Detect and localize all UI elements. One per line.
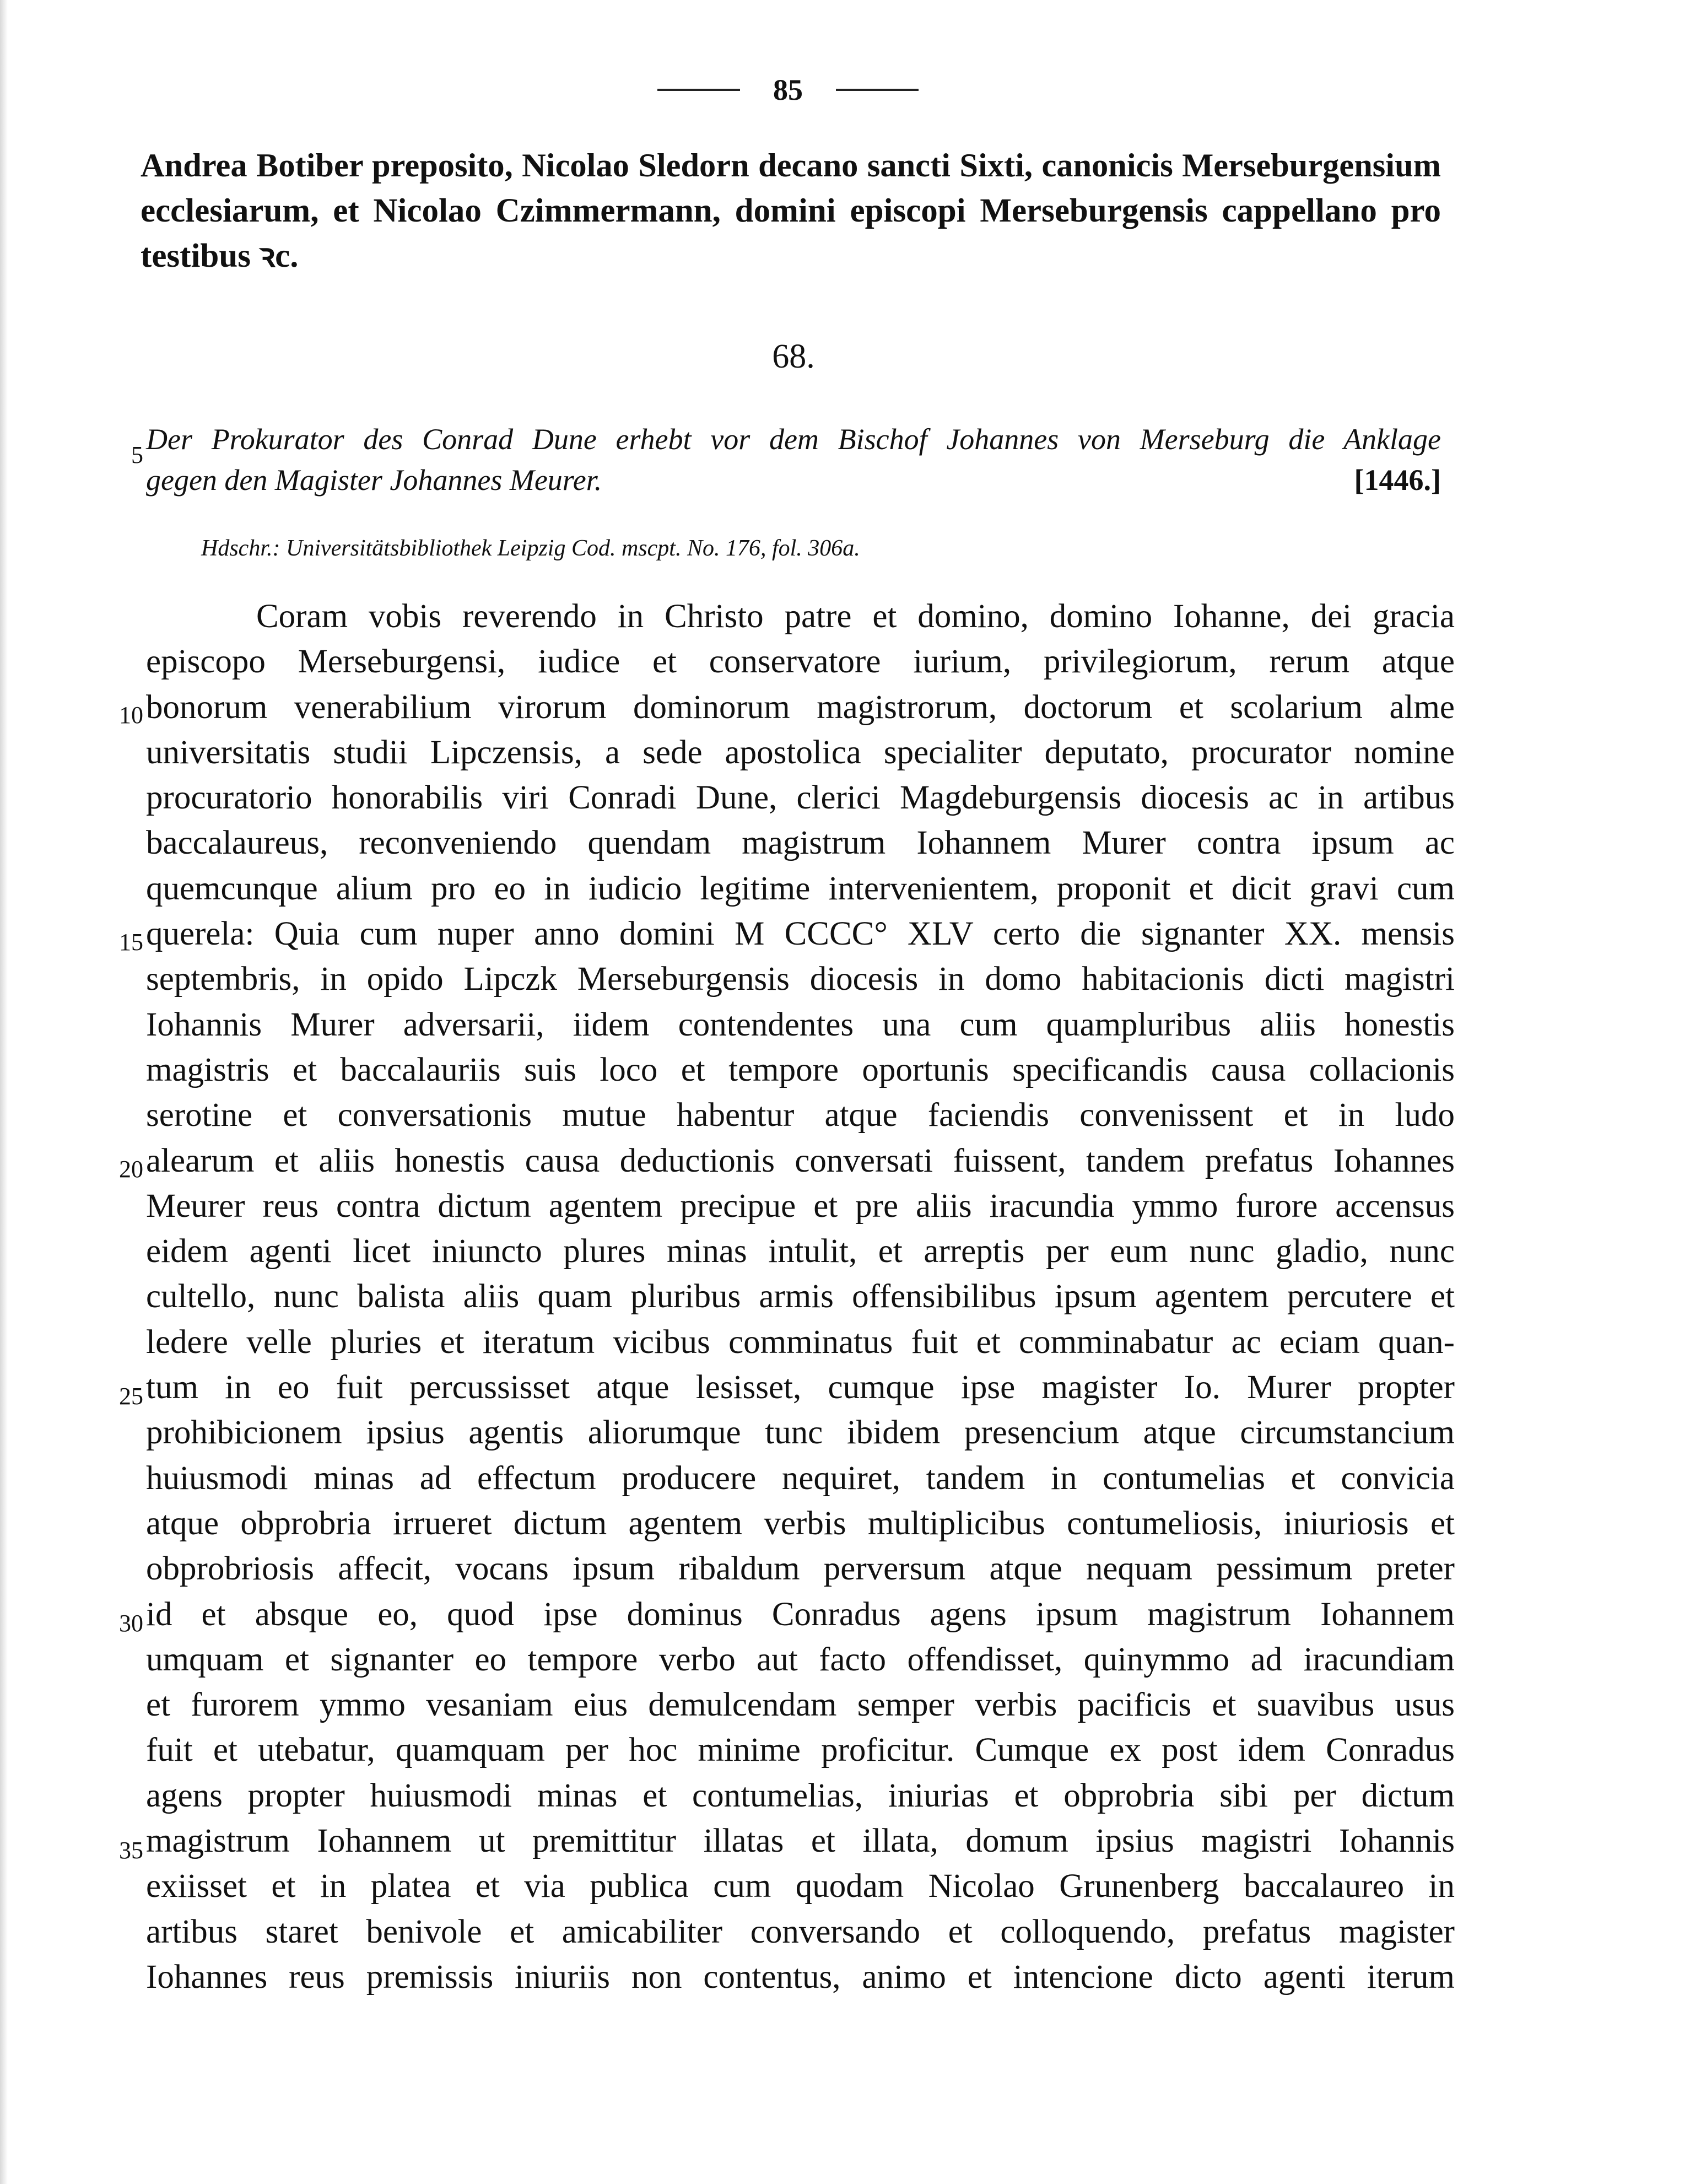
source-citation: Hdschr.: Universitätsbibliothek Leipzig Cod. mscpt. No. 176, fol. 306a. <box>201 536 860 561</box>
body-line: agens propter huiusmodi minas et contumelias, iniurias et obprobria sibi per dictum <box>146 1777 1455 1814</box>
line-number-marker: 30 <box>119 1610 143 1637</box>
body-line: bonorum venerabilium virorum dominorum magistrorum, doctorum et scolarium alme <box>146 688 1455 726</box>
document-body <box>146 594 1455 2000</box>
body-line: huiusmodi minas ad effectum producere nequiret, tandem in contumelias et convicia <box>146 1459 1455 1497</box>
body-line: procuratorio honorabilis viri Conradi Dune, clerici Magdeburgensis diocesis ac in artibus <box>146 779 1455 817</box>
regest-line: Der Prokurator des Conrad Dune erhebt vor dem Bischof Johannes von Merseburg die Anklage <box>146 423 1441 456</box>
body-line: et furorem ymmo vesaniam eius demulcendam semper verbis pacificis et suavibus usus <box>146 1686 1455 1724</box>
body-line: Meurer reus contra dictum agentem precipue et pre aliis iracundia ymmo furore accensus <box>146 1187 1455 1225</box>
body-line: Iohannes reus premissis iniuriis non contentus, animo et intencione dicto agenti iterum <box>146 1958 1455 1996</box>
document-date: [1446.] <box>1354 463 1441 497</box>
text-line: Andrea Botiber preposito, Nicolao Sledorn decano sancti Sixti, canonicis Merseburgensium <box>141 147 1441 184</box>
body-line: exiisset et in platea et via publica cum quodam Nicolao Grunenberg baccalaureo in <box>146 1868 1455 1905</box>
line-number-marker: 10 <box>119 702 143 729</box>
body-line: magistris et baccalauriis suis loco et tempore oportunis specificandis causa collacionis <box>146 1051 1455 1088</box>
body-line: serotine et conversationis mutue habentur atque faciendis convenissent et in ludo <box>146 1097 1455 1134</box>
body-line: fuit et utebatur, quamquam per hoc minime proficitur. Cumque ex post idem Conradus <box>146 1732 1455 1769</box>
body-line: quemcunque alium pro eo in iudicio legitime intervenientem, proponit et dicit gravi cum <box>146 870 1455 907</box>
body-line: universitatis studii Lipczensis, a sede apostolica specialiter deputato, procurator nomine <box>146 734 1455 771</box>
body-line: ledere velle pluries et iteratum vicibus comminatus fuit et comminabatur ac eciam quan- <box>146 1323 1455 1361</box>
body-line: cultello, nunc balista aliis quam pluribus armis offensibilibus ipsum agentem percutere et <box>146 1278 1455 1315</box>
header-rule-left <box>657 89 740 91</box>
body-line: septembris, in opido Lipczk Merseburgensis diocesis in domo habitacionis dicti magistri <box>146 961 1455 998</box>
line-number-marker: 35 <box>119 1837 143 1864</box>
body-line: tum in eo fuit percussisset atque lesisset, cumque ipse magister Io. Murer propter <box>146 1369 1455 1406</box>
page-number: 85 <box>773 73 803 106</box>
body-line: magistrum Iohannem ut premittitur illatas et illata, domum ipsius magistri Iohannis <box>146 1822 1455 1860</box>
body-line: umquam et signanter eo tempore verbo aut facto offendisset, quinymmo ad iracundiam <box>146 1641 1455 1678</box>
text-line: testibus ꝛc. <box>141 238 299 274</box>
body-line: episcopo Merseburgensi, iudice et conservatore iurium, privilegiorum, rerum atque <box>146 643 1455 681</box>
text-line: ecclesiarum, et Nicolao Czimmermann, domini episcopi Merseburgensis cappellano pro <box>141 192 1441 229</box>
body-line: atque obprobria irrueret dictum agentem verbis multiplicibus contumeliosis, iniuriosis et <box>146 1504 1455 1542</box>
previous-document-tail <box>141 143 1441 279</box>
page-edge <box>0 0 8 2184</box>
body-line: Coram vobis reverendo in Christo patre et domino, domino Iohanne, dei gracia <box>256 598 1455 635</box>
body-line: prohibicionem ipsius agentis aliorumque tunc ibidem presencium atque circumstancium <box>146 1414 1455 1452</box>
document-regest <box>146 419 1441 500</box>
body-line: querela: Quia cum nuper anno domini M CCCC° XLV certo die signanter XX. mensis <box>146 915 1455 953</box>
regest-line: gegen den Magister Johannes Meurer. <box>146 463 602 497</box>
body-line: obprobriosis affecit, vocans ipsum ribaldum perversum atque nequam pessimum preter <box>146 1550 1455 1588</box>
body-line: eidem agenti licet iniuncto plures minas intulit, et arreptis per eum nunc gladio, nunc <box>146 1233 1455 1270</box>
document-number: 68. <box>772 338 815 375</box>
line-number-marker: 20 <box>119 1156 143 1183</box>
running-header <box>645 71 931 109</box>
body-line: alearum et aliis honestis causa deductionis conversati fuissent, tandem prefatus Iohannes <box>146 1142 1455 1179</box>
body-line: id et absque eo, quod ipse dominus Conradus agens ipsum magistrum Iohannem <box>146 1595 1455 1633</box>
line-number-marker: 5 <box>131 441 143 468</box>
line-number-marker: 25 <box>119 1383 143 1410</box>
line-number-marker: 15 <box>119 929 143 956</box>
body-line: Iohannis Murer adversarii, iidem contendentes una cum quampluribus aliis honestis <box>146 1006 1455 1043</box>
body-line: artibus staret benivole et amicabiliter conversando et colloquendo, prefatus magister <box>146 1913 1455 1950</box>
body-line: baccalaureus, reconveniendo quendam magistrum Iohannem Murer contra ipsum ac <box>146 824 1455 862</box>
header-rule-right <box>836 89 919 91</box>
